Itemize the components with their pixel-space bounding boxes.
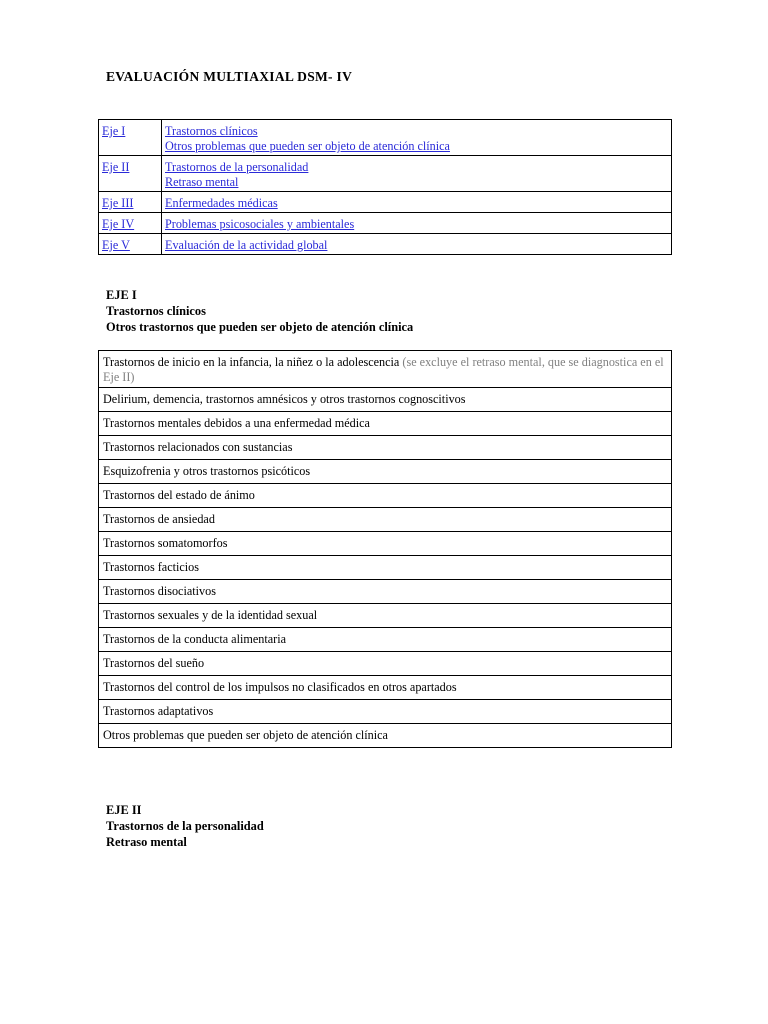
axis-content-cell: [162, 120, 672, 156]
link-retraso-mental[interactable]: Retraso mental: [165, 175, 239, 189]
disorder-cell: Trastornos disociativos: [99, 580, 672, 604]
axis-content-cell: [162, 192, 672, 213]
disorder-cell: Trastornos de la conducta alimentaria: [99, 628, 672, 652]
section-subheading: Trastornos de la personalidad: [106, 819, 264, 833]
disorder-cell: Trastornos relacionados con sustancias: [99, 436, 672, 460]
axis-cell: [99, 213, 162, 234]
eje1-heading-block: [106, 287, 413, 335]
link-enfermedades-medicas[interactable]: Enfermedades médicas: [165, 196, 278, 210]
disorder-cell: Esquizofrenia y otros trastornos psicóticos: [99, 460, 672, 484]
axis-link-eje-iii[interactable]: Eje III: [102, 196, 134, 210]
table-row: [99, 532, 672, 556]
axis-link-eje-ii[interactable]: Eje II: [102, 160, 130, 174]
table-row: [99, 460, 672, 484]
axis-link-eje-v[interactable]: Eje V: [102, 238, 130, 252]
table-row: [99, 213, 672, 234]
axis-link-eje-iv[interactable]: Eje IV: [102, 217, 135, 231]
table-row: [99, 652, 672, 676]
disorder-cell: Trastornos del sueño: [99, 652, 672, 676]
axes-table: [98, 119, 672, 255]
axis-link-eje-i[interactable]: Eje I: [102, 124, 126, 138]
section-subheading: Trastornos clínicos: [106, 304, 206, 318]
table-row: [99, 192, 672, 213]
disorder-cell: Trastornos sexuales y de la identidad sexual: [99, 604, 672, 628]
table-row: [99, 556, 672, 580]
section-subheading: Otros trastornos que pueden ser objeto de atención clínica: [106, 320, 414, 334]
page-title: EVALUACIÓN MULTIAXIAL DSM- IV: [106, 69, 353, 84]
table-row: [99, 580, 672, 604]
axis-cell: [99, 120, 162, 156]
disorder-note: (se excluye el retraso mental, que se diagnostica en el Eje II): [103, 355, 664, 384]
disorder-cell: Trastornos mentales debidos a una enfermedad médica: [99, 412, 672, 436]
table-row: [99, 234, 672, 255]
table-row: [99, 484, 672, 508]
axis-content-cell: [162, 156, 672, 192]
table-row: [99, 724, 672, 748]
table-row: [99, 156, 672, 192]
disorder-cell: Trastornos de ansiedad: [99, 508, 672, 532]
disorder-cell: Otros problemas que pueden ser objeto de atención clínica: [99, 724, 672, 748]
table-row: [99, 508, 672, 532]
link-trastornos-personalidad[interactable]: Trastornos de la personalidad: [165, 160, 309, 174]
disorder-text: Trastornos de inicio en la infancia, la niñez o la adolescencia: [103, 355, 400, 369]
section-subheading: Retraso mental: [106, 835, 187, 849]
axis-cell: [99, 192, 162, 213]
axis-cell: [99, 156, 162, 192]
table-row: [99, 351, 672, 388]
disorder-cell: Delirium, demencia, trastornos amnésicos y otros trastornos cognoscitivos: [99, 388, 672, 412]
disorder-cell: [99, 351, 672, 388]
section-heading: EJE I: [106, 288, 137, 302]
disorders-table: [98, 350, 672, 748]
link-otros-problemas[interactable]: Otros problemas que pueden ser objeto de atención clínica: [165, 139, 450, 153]
disorder-cell: Trastornos del estado de ánimo: [99, 484, 672, 508]
axis-cell: [99, 234, 162, 255]
axis-content-cell: [162, 213, 672, 234]
axis-content-cell: [162, 234, 672, 255]
table-row: [99, 412, 672, 436]
table-row: [99, 604, 672, 628]
eje2-heading-block: [106, 802, 264, 850]
link-evaluacion-actividad-global[interactable]: Evaluación de la actividad global: [165, 238, 328, 252]
table-row: [99, 676, 672, 700]
link-problemas-psicosociales[interactable]: Problemas psicosociales y ambientales: [165, 217, 355, 231]
section-heading: EJE II: [106, 803, 142, 817]
disorder-cell: Trastornos del control de los impulsos no clasificados en otros apartados: [99, 676, 672, 700]
disorder-cell: Trastornos somatomorfos: [99, 532, 672, 556]
table-row: [99, 120, 672, 156]
table-row: [99, 628, 672, 652]
table-row: [99, 388, 672, 412]
link-trastornos-clinicos[interactable]: Trastornos clínicos: [165, 124, 258, 138]
disorder-cell: Trastornos facticios: [99, 556, 672, 580]
table-row: [99, 700, 672, 724]
table-row: [99, 436, 672, 460]
disorder-cell: Trastornos adaptativos: [99, 700, 672, 724]
